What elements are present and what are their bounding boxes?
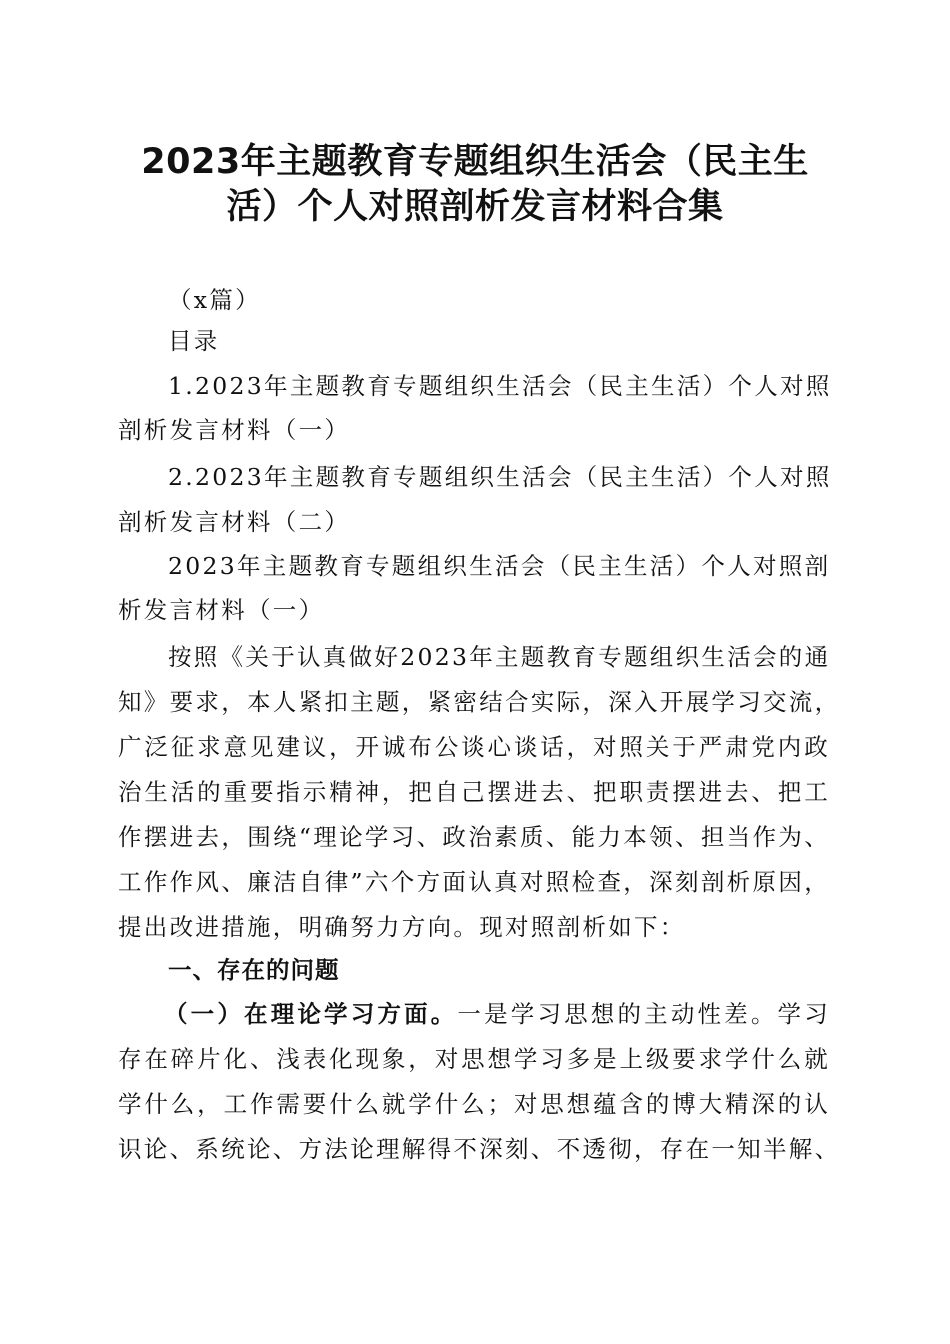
toc-item-2-line-2: 剖析发言材料（二）: [118, 508, 351, 536]
item-1-line: 存在碎片化、浅表化现象，对思想学习多是上级要求学什么就: [118, 1045, 830, 1073]
item-1-first-line-text: 一是学习思想的主动性差。学习: [457, 1000, 830, 1028]
document-title-line-2: 活）个人对照剖析发言材料合集: [226, 187, 724, 227]
toc-item-1-line-1: 1.2023年主题教育专题组织生活会（民主生活）个人对照: [168, 372, 832, 400]
subtitle-line-1: 2023年主题教育专题组织生活会（民主生活）个人对照剖: [168, 552, 831, 580]
subtitle-line-2: 析发言材料（一）: [118, 596, 325, 624]
item-1-line: 学什么，工作需要什么就学什么；对思想蕴含的博大精深的认: [118, 1090, 830, 1118]
section-1-heading: 一、存在的问题: [168, 956, 340, 984]
toc-item-1-line-2: 剖析发言材料（一）: [118, 416, 351, 444]
intro-paragraph-line: 广泛征求意见建议，开诚布公谈心谈话，对照关于严肃党内政: [118, 733, 830, 761]
toc-item-2-line-1: 2.2023年主题教育专题组织生活会（民主生活）个人对照: [168, 463, 832, 491]
intro-paragraph-line: 治生活的重要指示精神，把自己摆进去、把职责摆进去、把工: [118, 778, 830, 806]
intro-paragraph-line: 知》要求，本人紧扣主题，紧密结合实际，深入开展学习交流，: [118, 688, 841, 716]
item-1-first-line: [164, 997, 830, 1031]
item-1-line: 识论、系统论、方法论理解得不深刻、不透彻，存在一知半解、: [118, 1135, 841, 1163]
toc-heading: 目录: [168, 327, 220, 355]
intro-paragraph-line: 作摆进去，围绕“理论学习、政治素质、能力本领、担当作为、: [118, 823, 830, 851]
intro-paragraph-line: 按照《关于认真做好2023年主题教育专题组织生活会的通: [168, 643, 831, 671]
intro-paragraph-line: 工作作风、廉洁自律”六个方面认真对照检查，深刻剖析原因，: [118, 868, 830, 896]
piece-count: （x篇）: [168, 286, 261, 314]
document-title-line-1: 2023年主题教育专题组织生活会（民主生: [141, 142, 809, 182]
item-1-lead: （一）在理论学习方面。: [164, 1000, 458, 1028]
intro-paragraph-line: 提出改进措施，明确努力方向。现对照剖析如下：: [118, 913, 686, 941]
